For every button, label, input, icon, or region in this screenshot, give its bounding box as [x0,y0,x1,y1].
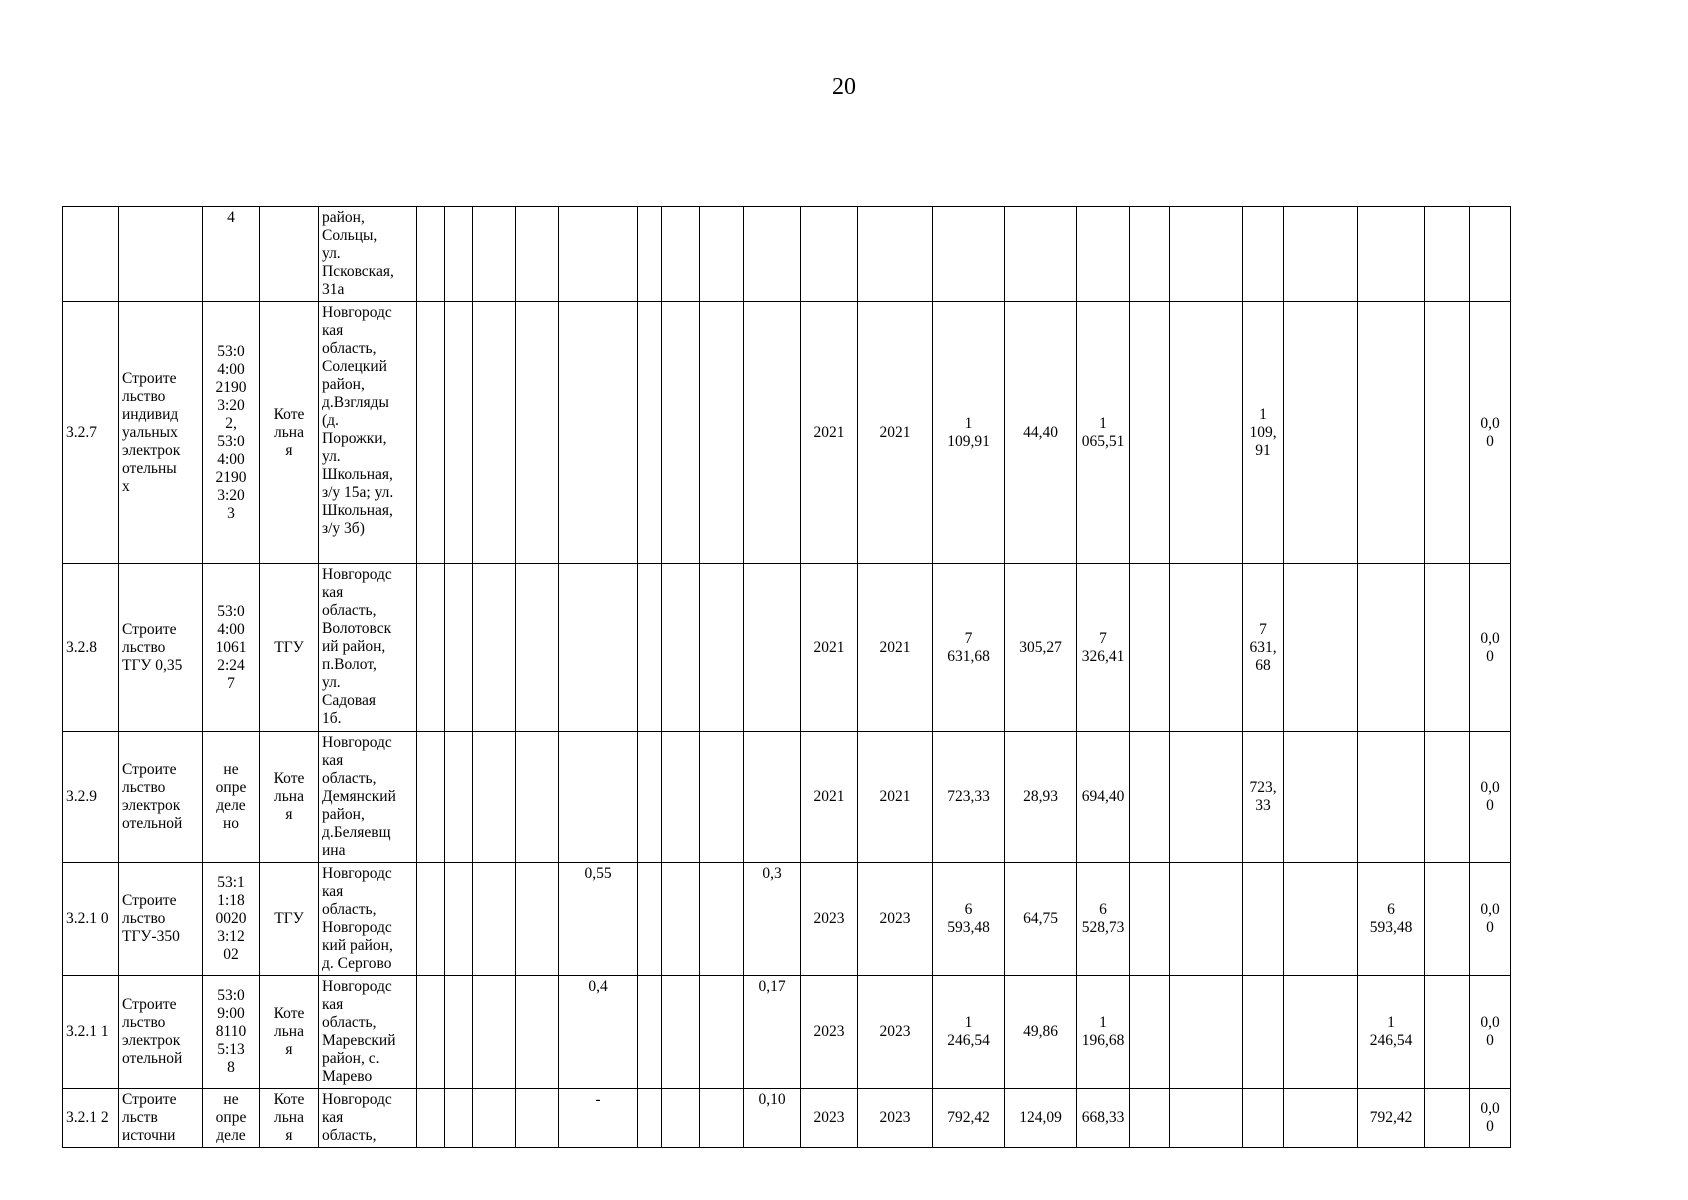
cell-value-2: 668,33 [1077,1089,1130,1148]
cell-year-2023 [1358,732,1425,863]
cell-col8: 0,3 [744,863,801,976]
table-row [63,564,1511,732]
cell-col8 [744,564,801,732]
cell-value-1: 28,93 [1005,732,1077,863]
cell-value-2: 7 326,41 [1077,564,1130,732]
cell-empty [1425,302,1470,564]
cell-empty [1170,732,1243,863]
cell-year-2021: 7 631,68 [1243,564,1284,732]
cell-num [63,207,119,302]
cell-value-1: 64,75 [1005,863,1077,976]
cell-num: 3.2.1 1 [63,976,119,1089]
cell-address-tail: район, Сольцы, ул. Псковская, 31а [319,207,417,302]
cell-total: 1 109,91 [933,302,1005,564]
cell-year-end: 2023 [858,863,933,976]
cell-value-1: 49,86 [1005,976,1077,1089]
cell-last: 0,0 0 [1470,302,1511,564]
cell-total: 1 246,54 [933,976,1005,1089]
cell-total: 723,33 [933,732,1005,863]
cell-empty [1130,732,1170,863]
cell-cadastral: не опре деле [203,1089,260,1148]
cell-total: 792,42 [933,1089,1005,1148]
cell-empty [1130,976,1170,1089]
cell-name [119,207,203,302]
cell-empty [700,732,744,863]
cell-empty [1130,1089,1170,1148]
cell-empty [1284,863,1358,976]
cell-type: Коте льна я [260,1089,319,1148]
cell-empty [445,976,473,1089]
cell-empty [417,1089,445,1148]
cell-value-2: 694,40 [1077,732,1130,863]
cell-empty [445,732,473,863]
cell-empty [638,732,662,863]
cell-year-2021: 723,33 [1243,732,1284,863]
cell-empty [417,863,445,976]
cell-cadastral: 53:0 4:00 2190 3:20 2, 53:0 4:00 2190 3:20 3 [203,302,260,564]
cell-num: 3.2.7 [63,302,119,564]
cell-empty [662,863,700,976]
cell-empty [516,976,559,1089]
cell-name: Строите льство ТГУ 0,35 [119,564,203,732]
cell-total: 7 631,68 [933,564,1005,732]
cell-year-2023 [1358,302,1425,564]
cell-cadastral: 53:0 4:00 1061 2:24 7 [203,564,260,732]
cell-num: 3.2.1 0 [63,863,119,976]
cell-cadastral: 53:1 1:18 0020 3:12 02 [203,863,260,976]
cell-num: 3.2.8 [63,564,119,732]
cell-year-end: 2021 [858,564,933,732]
cell-cadastral-tail: 4 [203,207,260,302]
cell-empty [516,302,559,564]
cell-empty [638,863,662,976]
cell-col8: 0,17 [744,976,801,1089]
cell-empty [662,564,700,732]
cell-empty [1170,302,1243,564]
cell-empty [1170,1089,1243,1148]
page-number: 20 [832,74,856,100]
cell-num: 3.2.1 2 [63,1089,119,1148]
cell-col7: 0,55 [559,863,638,976]
cell-value-2: 1 065,51 [1077,302,1130,564]
cell-empty [473,976,516,1089]
cell-empty [700,1089,744,1148]
cell-cadastral: 53:0 9:00 8110 5:13 8 [203,976,260,1089]
cell-value-1: 44,40 [1005,302,1077,564]
cell-type: ТГУ [260,564,319,732]
cell-year-2021 [1243,976,1284,1089]
cell-year-start: 2021 [801,732,858,863]
cell-address: Новгородс кая область, Волотовск ий район, п.Волот, ул. Садовая 1б. [319,564,417,732]
cell-year-2023: 1 246,54 [1358,976,1425,1089]
cell-last: 0,0 0 [1470,976,1511,1089]
cell-empty [1284,976,1358,1089]
cell-value-1: 305,27 [1005,564,1077,732]
cell-name: Строите льство ТГУ-350 [119,863,203,976]
cell-empty [473,1089,516,1148]
cell-empty [516,564,559,732]
cell-address: Новгородс кая область, Солецкий район, д.Взгляды (д. Порожки, ул. Школьная, з/у 15а; ул. Школьная, з/у 3б) [319,302,417,564]
cell-empty [473,564,516,732]
cell-empty [662,1089,700,1148]
cell-value-1: 124,09 [1005,1089,1077,1148]
cell-last: 0,0 0 [1470,1089,1511,1148]
cell-empty [445,1089,473,1148]
cell-empty [662,976,700,1089]
cell-empty [700,564,744,732]
cell-year-2021 [1243,1089,1284,1148]
table-row [63,1089,1511,1148]
cell-cadastral: не опре деле но [203,732,260,863]
cell-empty [1130,564,1170,732]
cell-year-end: 2021 [858,302,933,564]
cell-empty [1425,863,1470,976]
cell-col7 [559,732,638,863]
cell-name: Строите льство индивид уальных электрок отельны х [119,302,203,564]
cell-empty [516,1089,559,1148]
cell-address: Новгородс кая область, Новгородс кий район, д. Сергово [319,863,417,976]
table-row [63,976,1511,1089]
cell-empty [1425,976,1470,1089]
cell-year-2023: 792,42 [1358,1089,1425,1148]
cell-empty [1425,564,1470,732]
cell-last: 0,0 0 [1470,732,1511,863]
cell-col8 [744,732,801,863]
table-row [63,863,1511,976]
cell-empty [1170,564,1243,732]
cell-year-start: 2023 [801,863,858,976]
cell-address: Новгородс кая область, Маревский район, с. Марево [319,976,417,1089]
cell-col8 [744,302,801,564]
table-body [63,207,1511,1148]
cell-year-start: 2023 [801,1089,858,1148]
cell-address: Новгородс кая область, [319,1089,417,1148]
table-row [63,732,1511,863]
cell-empty [638,1089,662,1148]
cell-col7: 0,4 [559,976,638,1089]
cell-empty [638,564,662,732]
cell-year-2021 [1243,863,1284,976]
cell-empty [1130,302,1170,564]
cell-col7 [559,564,638,732]
cell-empty [1425,732,1470,863]
cell-last: 0,0 0 [1470,564,1511,732]
cell-empty [638,976,662,1089]
cell-year-end: 2023 [858,976,933,1089]
cell-num: 3.2.9 [63,732,119,863]
cell-empty [1284,564,1358,732]
cell-type: Коте льна я [260,976,319,1089]
cell-year-2023 [1358,564,1425,732]
cell-year-end: 2021 [858,732,933,863]
cell-empty [445,302,473,564]
cell-empty [1284,302,1358,564]
cell-empty [473,732,516,863]
cell-year-2021: 1 109,91 [1243,302,1284,564]
cell-empty [417,302,445,564]
cell-empty [445,564,473,732]
cell-year-end: 2023 [858,1089,933,1148]
cell-empty [1170,976,1243,1089]
cell-empty [516,732,559,863]
cell-empty [700,863,744,976]
cell-col7 [559,302,638,564]
cell-last: 0,0 0 [1470,863,1511,976]
cell-empty [1284,1089,1358,1148]
cell-name: Строите льство электрок отельной [119,976,203,1089]
cell-empty [445,863,473,976]
continuation-row [63,207,1511,302]
table-row [63,302,1511,564]
cell-empty [473,863,516,976]
cell-empty [417,732,445,863]
cell-value-2: 1 196,68 [1077,976,1130,1089]
cell-empty [638,302,662,564]
cell-type: Коте льна я [260,302,319,564]
cell-empty [1170,863,1243,976]
cell-address: Новгородс кая область, Демянский район, д.Беляевщ ина [319,732,417,863]
cell-type [260,207,319,302]
cell-empty [417,976,445,1089]
cell-year-start: 2021 [801,302,858,564]
cell-year-start: 2023 [801,976,858,1089]
cell-empty [662,732,700,863]
cell-empty [473,302,516,564]
investment-program-table [62,206,1511,1148]
cell-empty [700,302,744,564]
cell-name: Строите льство электрок отельной [119,732,203,863]
cell-empty [1284,732,1358,863]
cell-col7: - [559,1089,638,1148]
cell-empty [1130,863,1170,976]
cell-type: ТГУ [260,863,319,976]
cell-type: Коте льна я [260,732,319,863]
cell-value-2: 6 528,73 [1077,863,1130,976]
cell-empty [516,863,559,976]
cell-empty [1425,1089,1470,1148]
cell-empty [700,976,744,1089]
cell-total: 6 593,48 [933,863,1005,976]
cell-name: Строите льств источни [119,1089,203,1148]
cell-empty [662,302,700,564]
cell-empty [417,564,445,732]
cell-year-2023: 6 593,48 [1358,863,1425,976]
cell-col8: 0,10 [744,1089,801,1148]
cell-year-start: 2021 [801,564,858,732]
